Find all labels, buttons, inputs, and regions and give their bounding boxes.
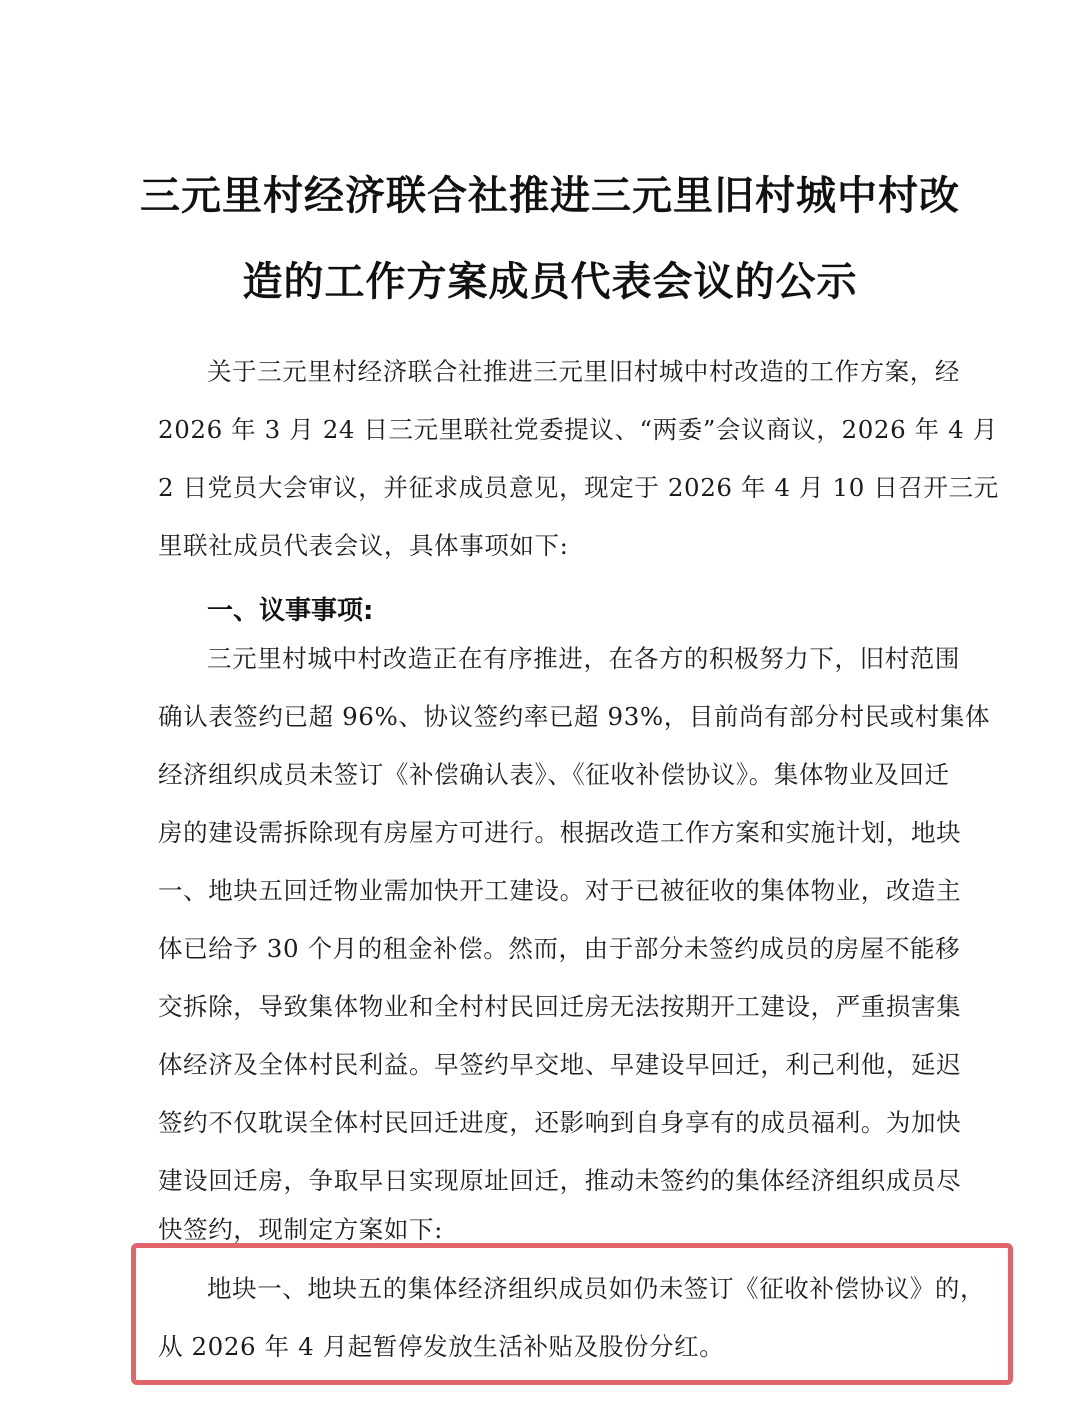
intro-line-3: 2 日党员大会审议，并征求成员意见，现定于 2026 年 4 月 10 日召开三元 bbox=[158, 473, 999, 502]
document-title-line-1: 三元里村经济联合社推进三元里旧村城中村改 bbox=[140, 173, 960, 219]
body-line-11: 快签约，现制定方案如下: bbox=[158, 1215, 443, 1244]
body-line-4: 房的建设需拆除现有房屋方可进行。根据改造工作方案和实施计划，地块 bbox=[158, 818, 962, 847]
document-title-line-2: 造的工作方案成员代表会议的公示 bbox=[242, 259, 858, 305]
body-line-2: 确认表签约已超 96%、协议签约率已超 93%，目前尚有部分村民或村集体 bbox=[158, 702, 991, 731]
body-line-5: 一、地块五回迁物业需加快开工建设。对于已被征收的集体物业，改造主 bbox=[158, 876, 962, 905]
section-heading: 一、议事事项: bbox=[207, 596, 374, 626]
highlight-line-2: 从 2026 年 4 月起暂停发放生活补贴及股份分红。 bbox=[158, 1332, 725, 1361]
body-line-7: 交拆除，导致集体物业和全村村民回迁房无法按期开工建设，严重损害集 bbox=[158, 992, 962, 1021]
highlight-box bbox=[131, 1243, 1013, 1385]
body-line-3: 经济组织成员未签订《补偿确认表》、《征收补偿协议》。集体物业及回迁 bbox=[158, 760, 950, 789]
highlight-line-1: 地块一、地块五的集体经济组织成员如仍未签订《征收补偿协议》的， bbox=[207, 1274, 986, 1303]
intro-line-2: 2026 年 3 月 24 日三元里联社党委提议、“两委”会议商议，2026 年 4 月 bbox=[158, 415, 998, 444]
body-line-6: 体已给予 30 个月的租金补偿。然而，由于部分未签约成员的房屋不能移 bbox=[158, 934, 961, 963]
intro-line-1: 关于三元里村经济联合社推进三元里旧村城中村改造的工作方案，经 bbox=[207, 357, 960, 386]
body-line-10: 建设回迁房，争取早日实现原址回迁，推动未签约的集体经济组织成员尽 bbox=[158, 1166, 962, 1195]
body-line-1: 三元里村城中村改造正在有序推进，在各方的积极努力下，旧村范围 bbox=[207, 644, 960, 673]
body-line-8: 体经济及全体村民利益。早签约早交地、早建设早回迁，利己利他，延迟 bbox=[158, 1050, 962, 1079]
body-line-9: 签约不仅耽误全体村民回迁进度，还影响到自身享有的成员福利。为加快 bbox=[158, 1108, 962, 1137]
intro-line-4: 里联社成员代表会议，具体事项如下: bbox=[158, 531, 569, 560]
